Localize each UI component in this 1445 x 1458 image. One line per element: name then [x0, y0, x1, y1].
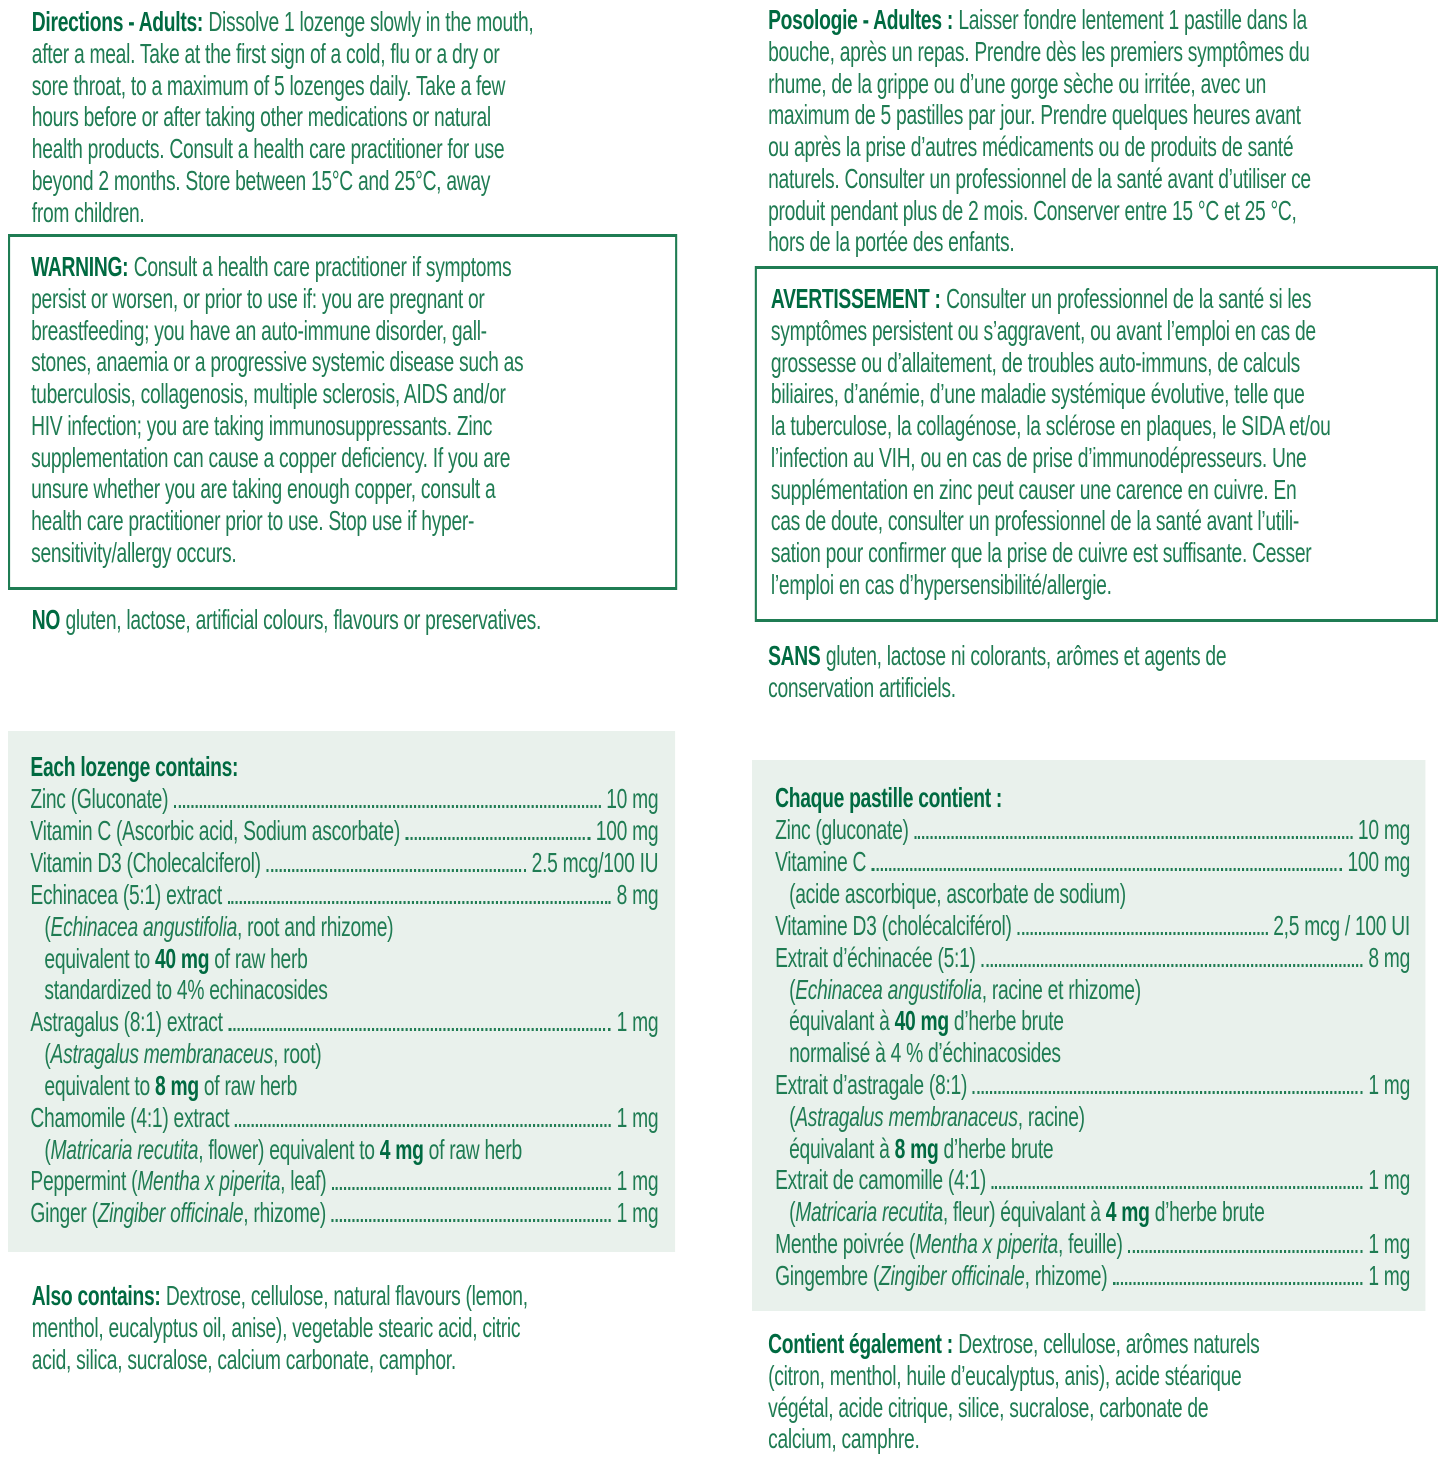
text-line: cas de doute, consulter un professionnel de la santé avant l’utili- [770, 505, 1299, 537]
ingredient-name: normalisé à 4 % d’échinacosides [789, 1037, 1061, 1068]
ingredient-row [30, 815, 658, 847]
ingredient-row [30, 783, 658, 815]
ingredient-name: Vitamin D3 (Cholecalciferol) [30, 846, 261, 878]
text-line: after a meal. Take at the first sign of a cold, flu or a dry or [31, 37, 500, 69]
ingredient-name: equivalent to 8 mg of raw herb [44, 1069, 298, 1101]
ingredient-amount: 1 mg [616, 1006, 659, 1037]
ingredient-name: Vitamin C (Ascorbic acid, Sodium ascorbate) [30, 814, 400, 846]
english-column [8, 0, 680, 1458]
ingredient-subline [30, 974, 658, 1006]
dot-leader [872, 868, 1342, 871]
dot-leader [981, 964, 1362, 967]
dot-leader [332, 1187, 611, 1190]
ingredient-amount: 1 mg [616, 1197, 659, 1229]
ingredient-name: Chamomile (4:1) extract [30, 1101, 230, 1133]
dot-leader [914, 836, 1352, 839]
ingredient-row [30, 1006, 658, 1038]
dot-leader [332, 1219, 611, 1222]
text-line: Posologie - Adultes : Laisser fondre lentement 1 pastille dans la [768, 4, 1307, 35]
ingredient-amount: 1 mg [1368, 1260, 1410, 1291]
ingredient-row [775, 1164, 1410, 1196]
ingredient-amount: 10 mg [606, 782, 659, 814]
text-line: l’infection au VIH, ou en cas de prise d’immunodépresseurs. Une [770, 441, 1307, 473]
ingredient-name: standardized to 4% echinacosides [44, 974, 328, 1006]
contient-egalement-heading: Contient également : [768, 1328, 953, 1359]
text-line: supplementation can cause a copper deficiency. If you are [31, 441, 511, 473]
sans-claim-lead: SANS [768, 640, 821, 671]
warning-heading: WARNING: [31, 251, 129, 282]
ingredient-name: équivalant à 40 mg d’herbe brute [789, 1005, 1064, 1037]
ingredient-name: equivalent to 40 mg of raw herb [44, 942, 308, 974]
text-line: tuberculosis, collagenosis, multiple sclerosis, AIDS and/or [31, 378, 506, 409]
ingredient-name: (Matricaria recutita, fleur) équivalant à 4 mg d’herbe brute [789, 1196, 1265, 1228]
ingredient-name: (Echinacea angustifolia, racine et rhizome) [789, 973, 1141, 1005]
dot-leader [228, 1028, 611, 1031]
avertissement-box [755, 266, 1438, 622]
text-line: rhume, de la grippe ou d’une gorge sèche ou irritée, avec un [768, 67, 1267, 99]
dot-leader [1128, 1250, 1363, 1253]
text-line: grossesse ou d’allaitement, de troubles auto-immuns, de calculs [770, 346, 1301, 378]
dot-leader [174, 805, 601, 808]
dot-leader [406, 837, 591, 840]
ingredient-subline [30, 1134, 658, 1166]
no-additives-claim [32, 604, 541, 636]
ingredient-name: Astragalus (8:1) extract [30, 1006, 223, 1037]
directions-heading: Directions - Adults: [31, 6, 204, 37]
text-line: from children. [31, 196, 145, 228]
ingredient-amount: 10 mg [1357, 813, 1410, 845]
text-line: breastfeeding; you have an auto-immune disorder, gall- [31, 314, 487, 346]
ingredient-amount: 2,5 mcg / 100 UI [1273, 909, 1410, 941]
text-line: l’emploi en cas d’hypersensibilité/allergie. [770, 568, 1112, 600]
text-line: persist or worsen, or prior to use if: you are pregnant or [31, 282, 485, 314]
ingredients-panel-french [752, 760, 1425, 1311]
ingredient-name: Zinc (gluconate) [775, 813, 909, 845]
ingredient-row [775, 1069, 1410, 1101]
ingredient-amount: 1 mg [1368, 1068, 1410, 1100]
text-line: sation pour confirmer que la prise de cuivre est suffisante. Cesser [770, 537, 1312, 568]
text-line: HIV infection; you are taking immunosuppressants. Zinc [31, 409, 493, 441]
ingredient-amount: 8 mg [616, 878, 659, 910]
text-line: menthol, eucalyptus oil, anise), vegetable stearic acid, citric [31, 1311, 521, 1343]
ingredient-amount: 1 mg [616, 1165, 659, 1197]
ingredient-row [775, 1260, 1410, 1292]
text-line: Directions - Adults: Dissolve 1 lozenge slowly in the mouth, [31, 6, 534, 37]
also-contains-paragraph [32, 1280, 528, 1375]
text-line: stones, anaemia or a progressive systemic disease such as [31, 346, 524, 378]
ingredient-row [30, 879, 658, 911]
text-line: produit pendant plus de 2 mois. Conserver entre 15 °C et 25 °C, [768, 194, 1297, 226]
ingredient-row [30, 1102, 658, 1134]
ingredient-subline [775, 1037, 1410, 1069]
ingredient-amount: 1 mg [616, 1101, 659, 1133]
ingredient-name: Peppermint (Mentha x piperita, leaf) [30, 1165, 327, 1197]
text-line: Contient également : Dextrose, cellulose, arômes naturels [768, 1328, 1260, 1359]
text-line: calcium, camphre. [768, 1423, 920, 1455]
ingredient-amount: 1 mg [1368, 1164, 1410, 1196]
ingredient-subline [775, 1196, 1410, 1228]
ingredient-amount: 100 mg [1347, 845, 1410, 877]
posologie-heading: Posologie - Adultes : [768, 4, 953, 35]
ingredients-heading-french: Chaque pastille contient : [775, 782, 1003, 813]
text-line: health products. Consult a health care practitioner for use [31, 133, 505, 164]
sans-additifs-claim [768, 640, 1226, 704]
ingredient-subline [775, 974, 1410, 1006]
ingredient-row [775, 814, 1410, 846]
dot-leader [228, 901, 612, 904]
text-line: Also contains: Dextrose, cellulose, natural flavours (lemon, [31, 1280, 528, 1311]
text-line: NO gluten, lactose, artificial colours, flavours or preservatives. [31, 604, 542, 635]
dot-leader [266, 869, 526, 872]
ingredient-name: Extrait d’astragale (8:1) [775, 1068, 968, 1100]
ingredient-name: Extrait d’échinacée (5:1) [775, 941, 976, 973]
text-line: biliaires, d’anémie, d’une maladie systémique évolutive, telle que [770, 378, 1305, 410]
ingredient-row [775, 1228, 1410, 1260]
ingredient-name: Extrait de camomille (4:1) [775, 1164, 987, 1196]
text-line: bouche, après un repas. Prendre dès les premiers symptômes du [768, 35, 1310, 67]
ingredient-subline [775, 878, 1410, 910]
ingredient-subline [775, 1133, 1410, 1165]
ingredient-name: Vitamine D3 (cholécalciférol) [775, 909, 1012, 941]
text-line: acid, silica, sucralose, calcium carbonate, camphor. [31, 1343, 456, 1375]
contient-egalement-paragraph [768, 1328, 1259, 1455]
ingredient-name: Echinacea (5:1) extract [30, 878, 222, 910]
text-line: naturels. Consulter un professionnel de la santé avant d’utiliser ce [768, 162, 1311, 194]
dot-leader [235, 1124, 611, 1127]
warning-box [8, 234, 677, 590]
ingredient-name: Ginger (Zingiber officinale, rhizome) [30, 1197, 327, 1229]
text-line: supplémentation en zinc peut causer une carence en cuivre. En [770, 473, 1297, 505]
directions-paragraph [32, 6, 534, 228]
ingredients-panel-english [8, 731, 675, 1252]
text-line: conservation artificiels. [768, 671, 956, 703]
ingredient-name: (Echinacea angustifolia, root and rhizome) [44, 910, 394, 942]
ingredient-name: équivalant à 8 mg d’herbe brute [789, 1132, 1054, 1164]
ingredient-amount: 100 mg [595, 814, 659, 846]
also-contains-heading: Also contains: [31, 1280, 161, 1311]
text-line: hors de la portée des enfants. [768, 226, 1015, 258]
ingredient-row [30, 1197, 658, 1229]
text-line: sensitivity/allergy occurs. [31, 536, 237, 568]
ingredient-subline [30, 911, 658, 943]
text-line: beyond 2 months. Store between 15°C and 25°C, away [31, 164, 491, 196]
ingredient-row [775, 846, 1410, 878]
text-line: sore throat, to a maximum of 5 lozenges daily. Take a few [31, 69, 506, 101]
ingredient-row [775, 910, 1410, 942]
text-line: AVERTISSEMENT : Consulter un professionnel de la santé si les [770, 283, 1312, 314]
dot-leader [973, 1091, 1363, 1094]
avertissement-heading: AVERTISSEMENT : [770, 283, 941, 314]
ingredient-name: Vitamine C [775, 845, 867, 877]
ingredient-amount: 1 mg [1368, 1228, 1410, 1259]
ingredient-subline [775, 1005, 1410, 1037]
text-line: SANS gluten, lactose ni colorants, arômes et agents de [768, 640, 1227, 671]
french-column [752, 0, 1442, 1458]
ingredient-row [775, 942, 1410, 974]
ingredient-name: (Astragalus membranaceus, root) [44, 1038, 322, 1069]
text-line: végétal, acide citrique, silice, sucralose, carbonate de [768, 1391, 1209, 1423]
text-line: health care practitioner prior to use. Stop use if hyper- [31, 505, 475, 536]
text-line: symptômes persistent ou s’aggravent, ou avant l’emploi en cas de [770, 314, 1316, 346]
ingredient-name: Menthe poivrée (Mentha x piperita, feuille) [775, 1228, 1123, 1259]
dot-leader [992, 1186, 1363, 1189]
text-line: ou après la prise d’autres médicaments ou de produits de santé [768, 131, 1294, 162]
text-line: WARNING: Consult a health care practitioner if symptoms [31, 251, 512, 282]
ingredient-name: (Astragalus membranaceus, racine) [789, 1100, 1085, 1132]
ingredient-amount: 2.5 mcg/100 IU [531, 846, 659, 878]
ingredient-name: (acide ascorbique, ascorbate de sodium) [789, 877, 1126, 909]
text-line: maximum de 5 pastilles par jour. Prendre quelques heures avant [768, 99, 1301, 131]
ingredients-heading: Each lozenge contains: [30, 751, 239, 782]
ingredient-name: (Matricaria recutita, flower) equivalent to 4 mg of raw herb [44, 1133, 522, 1165]
ingredient-amount: 8 mg [1368, 941, 1410, 973]
ingredient-row [30, 1165, 658, 1197]
text-line: (citron, menthol, huile d’eucalyptus, anis), acide stéarique [768, 1359, 1242, 1391]
posologie-paragraph [768, 4, 1311, 258]
ingredient-name: Gingembre (Zingiber officinale, rhizome) [775, 1260, 1108, 1291]
ingredient-subline [30, 1070, 658, 1102]
ingredient-subline [775, 1101, 1410, 1133]
text-line: la tuberculose, la collagénose, la sclérose en plaques, le SIDA et/ou [770, 410, 1331, 441]
ingredient-subline [30, 1038, 658, 1070]
text-line: hours before or after taking other medications or natural [31, 101, 491, 133]
dot-leader [1017, 932, 1267, 935]
dot-leader [1113, 1282, 1363, 1285]
text-line: unsure whether you are taking enough copper, consult a [31, 473, 496, 505]
ingredient-subline [30, 943, 658, 975]
no-claim-lead: NO [31, 604, 61, 635]
ingredient-row [30, 847, 658, 879]
ingredient-name: Zinc (Gluconate) [30, 782, 169, 814]
